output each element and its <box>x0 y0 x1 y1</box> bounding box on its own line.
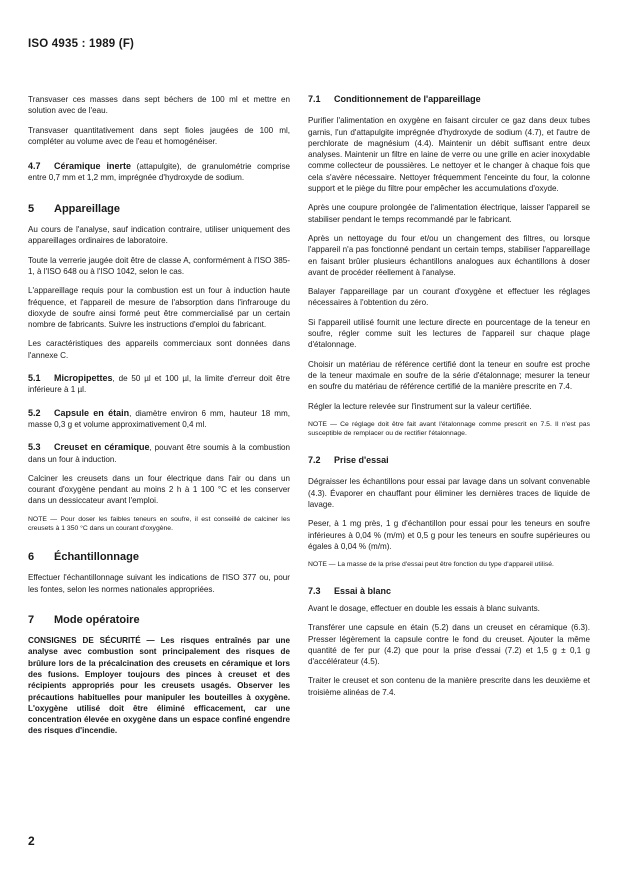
section-number: 4.7 <box>28 161 41 172</box>
section-number: 7.1 <box>308 94 321 104</box>
paragraph: Choisir un matériau de référence certifié dont la teneur en soufre est proche de la teneur maximale en soufre de la série d'étalonnage; mesurer la teneur en soufre du matériau de référence certifié de la manière prescrite en 7.4. <box>308 359 590 392</box>
paragraph: Après une coupure prolongée de l'alimentation électrique, laisser l'appareil se stabiliser pendant le temps recommandé par le fabricant. <box>308 203 590 224</box>
section-6-heading <box>28 552 290 563</box>
section-title: Appareillage <box>54 202 121 215</box>
section-number: 5 <box>28 202 35 215</box>
section-title: Céramique inerte <box>54 161 131 172</box>
section-title: Capsule en étain <box>54 407 130 418</box>
paragraph: Si l'appareil utilisé fournit une lecture directe en pourcentage de la teneur en soufre, régler comme suit les lectures de l'appareil sur chaque plage d'étalonnage. <box>308 317 590 350</box>
paragraph: Les caractéristiques des appareils commerciaux sont données dans l'annexe C. <box>28 339 290 360</box>
section-text: (attapulgite), de granulométrie comprise entre 0,7 mm et 1,2 mm, imprégnée d'hydroxyde de sodium. <box>28 162 291 183</box>
page-number: 2 <box>28 834 35 848</box>
paragraph: Dégraisser les échantillons pour essai par lavage dans un solvant convenable (4.3). Évaporer en chauffant pour éliminer les dernières traces de liquide de lavage. <box>308 477 590 509</box>
section-number: 5.1 <box>28 373 41 384</box>
section-number: 7.3 <box>308 585 321 596</box>
section-title: Conditionnement de l'appareillage <box>334 94 481 104</box>
section-7-heading <box>28 615 290 626</box>
note: NOTE — Ce réglage doit être fait avant l'étalonnage comme prescrit en 7.5. Il n'est pas susceptible de remplacer ou de rectifier l'étalonnage. <box>308 420 590 438</box>
paragraph: Transférer une capsule en étain (5.2) dans un creuset en céramique (6.3). Presser légèrement la capsule contre le fond du creuset. Ajouter la même quantité de fer pur (4.2) que pour la prise d'essai (7.2) et 1,5 g ± 0,1 g d'accélérateur (4.5). <box>308 623 590 667</box>
section-number: 5.2 <box>28 407 41 418</box>
section-number: 5.3 <box>28 442 41 453</box>
section-title: Micropipettes <box>54 373 113 384</box>
section-5-heading <box>28 204 290 215</box>
section-title: Prise d'essai <box>334 455 389 466</box>
paragraph: Au cours de l'analyse, sauf indication contraire, utiliser uniquement des appareillages ordinaires de laboratoire. <box>28 225 290 246</box>
left-column <box>28 94 290 745</box>
section-7-1-heading <box>308 94 590 105</box>
section-5-1 <box>28 373 290 396</box>
section-5-2 <box>28 408 290 431</box>
safety-notice <box>28 635 290 737</box>
section-text: , pouvant être soumis à la combustion dans un four à induction. <box>28 443 290 464</box>
section-text: , diamètre environ 6 mm, hauteur 18 mm, masse 0,3 g et volume approximativement 0,4 ml. <box>28 408 290 429</box>
section-title: Creuset en céramique <box>54 442 150 453</box>
right-column <box>308 94 590 706</box>
paragraph: Peser, à 1 mg près, 1 g d'échantillon pour essai pour les teneurs en soufre inférieures à 0,04 % (m/m) et 0,5 g pour les teneurs en soufre supérieures ou égales à 0,04 % (m/m). <box>308 519 590 551</box>
section-5-3 <box>28 442 290 465</box>
paragraph: Avant le dosage, effectuer en double les essais à blanc suivants. <box>308 603 540 613</box>
section-number: 7.2 <box>308 455 321 466</box>
section-number: 7 <box>28 613 35 626</box>
safety-label: CONSIGNES DE SÉCURITÉ — <box>28 636 161 646</box>
paragraph: Calciner les creusets dans un four électrique dans l'air ou dans un courant d'oxygène pendant au moins 2 h à 1 100 °C et les conserver dans un dessiccateur avant l'emploi. <box>28 473 290 506</box>
paragraph: Transvaser ces masses dans sept béchers de 100 ml et mettre en solution avec de l'eau. <box>28 95 290 116</box>
section-title: Échantillonnage <box>54 550 139 563</box>
note: NOTE — La masse de la prise d'essai peut être fonction du type d'appareil utilisé. <box>308 561 554 569</box>
section-title: Essai à blanc <box>334 585 392 596</box>
section-4-7 <box>28 161 290 184</box>
document-header: ISO 4935 : 1989 (F) <box>28 38 135 50</box>
safety-text: Les risques entraînés par une analyse avec combustion sont principalement des risques de brûlure lors de la précalcination des creusets en céramique et lors des fusions. Employer toujours des pinces à creuset et des récipients appropriés pour les creusets usagés. Observer les précautions habituelles pour manipuler les bouteilles à oxygène. L'oxygène utilisé doit être éliminé efficacement, car une concentration élevée en oxygène dans un espace confiné engendre des risques d'incendie. <box>28 636 290 736</box>
section-number: 6 <box>28 550 35 563</box>
section-7-3-heading <box>308 586 590 597</box>
note: NOTE — Pour doser les faibles teneurs en soufre, il est conseillé de calciner les creusets à 1 350 °C dans un courant d'oxygène. <box>28 515 290 533</box>
paragraph: Balayer l'appareillage par un courant d'oxygène et effectuer les réglages nécessaires à l'obtention du zéro. <box>308 287 590 308</box>
paragraph: Transvaser quantitativement dans sept fioles jaugées de 100 ml, compléter au volume avec de l'eau et homogénéiser. <box>28 125 290 146</box>
paragraph: Après un nettoyage du four et/ou un changement des filtres, ou lorsque l'appareil n'a pas fonctionné pendant un certain temps, stabiliser l'appareillage en faisant brûler plusieurs échantillons analogues aux échantillons à doser avant de procéder réellement à l'analyse. <box>308 233 590 277</box>
paragraph: Effectuer l'échantillonnage suivant les indications de l'ISO 377 ou, pour les fontes, selon les normes nationales appropriées. <box>28 573 290 594</box>
section-title: Mode opératoire <box>54 613 140 626</box>
paragraph: Purifier l'alimentation en oxygène en faisant circuler ce gaz dans deux tubes garnis, l'un d'attapulgite imprégnée d'hydroxyde de sodium (4.7), et l'autre de perchlorate de magnésium (4.4). Maintenir un débit suffisant entre deux analyses. Maintenir un filtre en laine de verre ou une grille en acier inoxydable comme collecteur de poussières. Le nettoyer et le changer à chaque fois que cela s'avère nécessaire. Nettoyer fréquemment l'enceinte du four, la colonne support et le piège du filtre pour empêcher les accumulations d'oxyde. <box>308 116 590 194</box>
paragraph: L'appareillage requis pour la combustion est un four à induction haute fréquence, et l'appareil de mesure de l'absorption dans l'infrarouge du dioxyde de soufre ainsi formé peut être commercialisé par un certain nombre de fabricants. Suivre les instructions d'emploi du fabricant. <box>28 286 290 330</box>
paragraph: Régler la lecture relevée sur l'instrument sur la valeur certifiée. <box>308 401 532 411</box>
paragraph: Toute la verrerie jaugée doit être de classe A, conformément à l'ISO 385-1, à l'ISO 648 ou à l'ISO 1042, selon le cas. <box>28 255 290 276</box>
section-text: , de 50 µl et 100 µl, la limite d'erreur doit être inférieure à 1 µl. <box>28 374 290 395</box>
section-7-2-heading <box>308 455 590 466</box>
paragraph: Traiter le creuset et son contenu de la manière prescrite dans les deuxième et troisième alinéas de 7.4. <box>308 676 590 697</box>
